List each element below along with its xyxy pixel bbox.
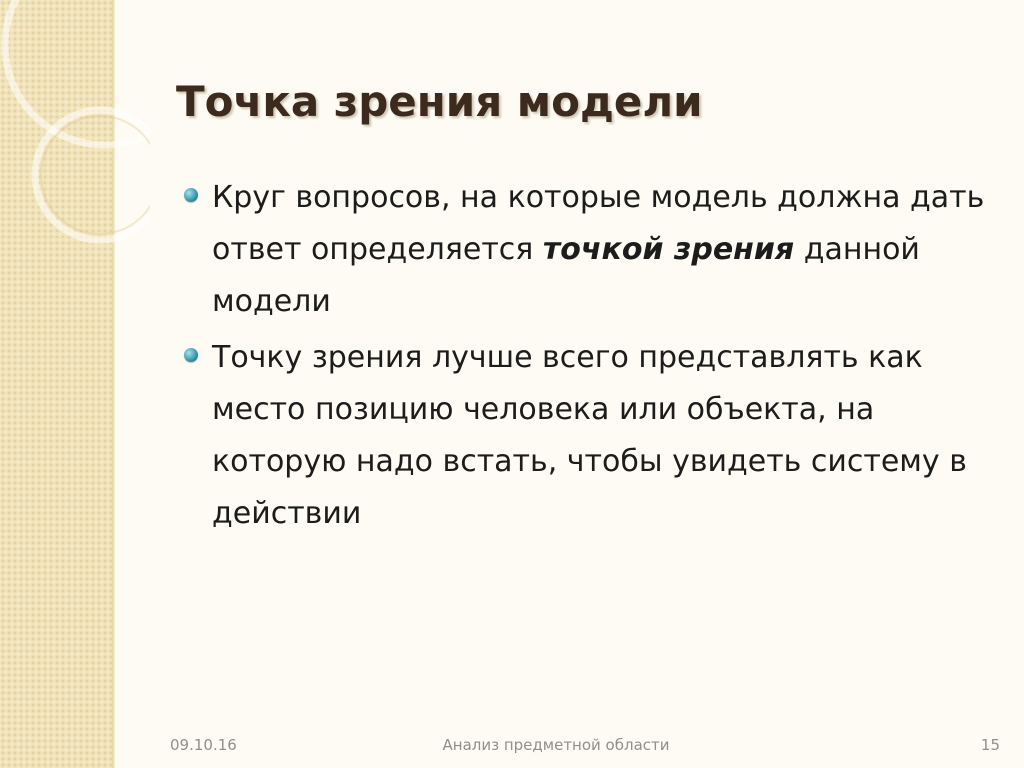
bullet-list: [176, 172, 991, 544]
bullet-1-text-after: данной модели: [212, 232, 920, 319]
footer-title: Анализ предметной области: [442, 736, 670, 754]
page-number: 15: [980, 736, 1000, 754]
side-band-edge: [112, 0, 115, 768]
bullet-item-1: [176, 172, 991, 328]
bullet-1-text-before: Круг вопросов, на которые модель должна дать ответ определяется: [212, 180, 985, 267]
bullet-2-text: Точку зрения лучше всего представлять как место позицию человека или объекта, на которую надо встать, чтобы увидеть систему в действии: [212, 340, 967, 531]
bullet-1-emphasis: точкой зрения: [542, 232, 795, 267]
bullet-dot-icon: [184, 348, 198, 362]
bullet-item-2: [176, 332, 991, 540]
decorative-side-band: [0, 0, 112, 768]
bullet-dot-icon: [184, 188, 198, 202]
slide-title: Точка зрения модели: [176, 77, 703, 126]
footer-date: 09.10.16: [170, 736, 237, 754]
